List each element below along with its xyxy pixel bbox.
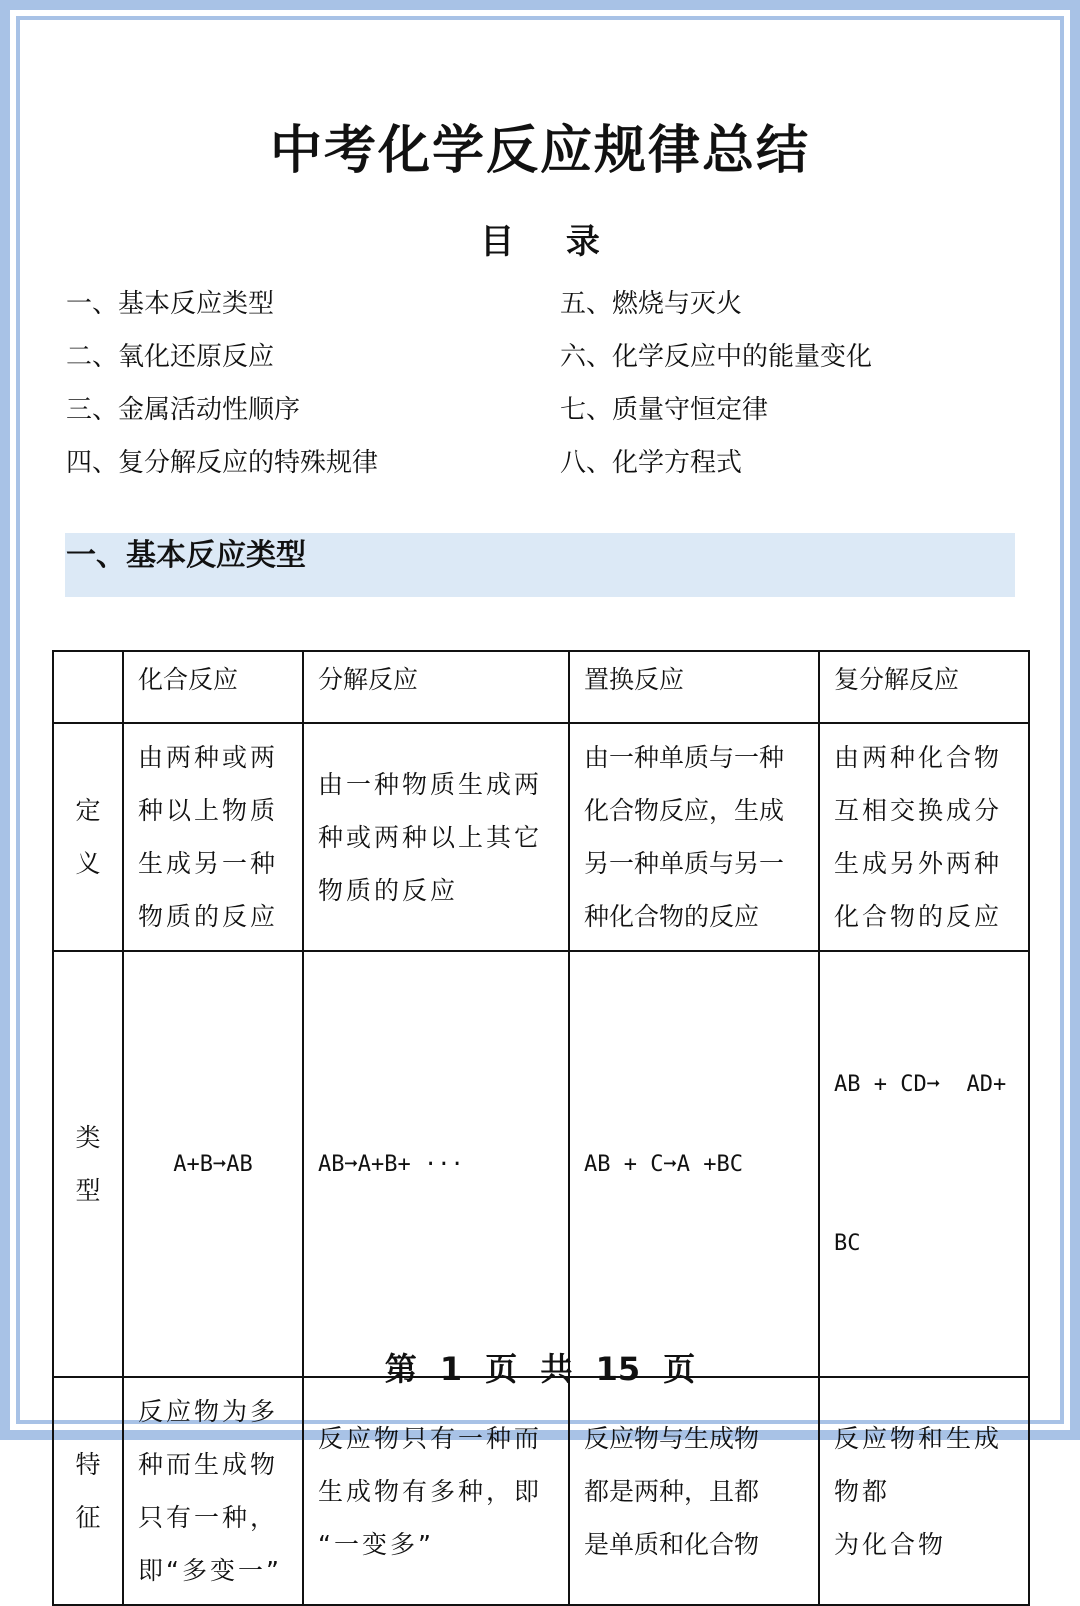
table-cell: [819, 1377, 1029, 1605]
toc-heading: 目 录: [480, 222, 600, 262]
toc-item[interactable]: 四、复分解反应的特殊规律: [66, 448, 379, 478]
table-row-type: [53, 951, 1029, 1377]
reaction-types-table: [52, 650, 1030, 1606]
table-cell: [569, 1377, 819, 1605]
table-header-row: [53, 651, 1029, 723]
toc-item[interactable]: 二、氧化还原反应: [66, 342, 275, 372]
table-row-definition: [53, 723, 1029, 951]
cell-line: 物都: [834, 1476, 891, 1506]
table-cell: [569, 723, 819, 951]
formula-cell: A+B➞AB: [123, 951, 303, 1377]
toc-item[interactable]: 一、基本反应类型: [66, 289, 275, 319]
table-header-cell: 分解反应: [303, 651, 569, 723]
row-label: [53, 1377, 123, 1605]
table-header-cell: 复分解反应: [819, 651, 1029, 723]
toc-left-column: [66, 282, 378, 494]
cell-line: 都是两种，且都: [584, 1476, 760, 1506]
section-title: 一、基本反应类型: [66, 538, 306, 573]
cell-line: 另一种单质与另一: [584, 849, 785, 878]
table-header-cell: [53, 651, 123, 723]
cell-line: 反应物为多: [138, 1397, 279, 1426]
cell-line: 种以上物质: [138, 796, 279, 825]
cell-line: 为化合物: [834, 1529, 947, 1559]
cell-line: AB + CD➞ AD+: [834, 1072, 1007, 1097]
cell-line: BC: [834, 1231, 861, 1256]
cell-line: 种而生成物: [138, 1450, 279, 1479]
page-number: 第 1 页 共 15 页: [384, 1350, 696, 1388]
cell-line: 化合物的反应: [834, 902, 1003, 931]
row-label-char: 特: [75, 1450, 101, 1479]
table-cell: [123, 1377, 303, 1605]
cell-line: 只有一种，: [138, 1503, 279, 1532]
cell-line: 反应物与生成物: [584, 1423, 760, 1453]
cell-line: 由一种物质生成两: [318, 769, 543, 799]
formula-cell: AB➞A+B+ ···: [303, 951, 569, 1377]
cell-line: 由一种单质与一种: [584, 743, 785, 772]
row-label: [53, 951, 123, 1377]
table-cell: [819, 723, 1029, 951]
cell-line: 物质的反应: [318, 875, 459, 905]
toc-item[interactable]: 三、金属活动性顺序: [66, 395, 301, 425]
toc-item[interactable]: 七、质量守恒定律: [560, 395, 769, 425]
cell-line: 种化合物的反应: [584, 902, 760, 931]
cell-line: 生成物有多种，即: [318, 1476, 543, 1506]
cell-line: 生成另一种: [138, 849, 279, 878]
cell-line: 是单质和化合物: [584, 1529, 760, 1559]
row-label-char: 征: [75, 1503, 101, 1532]
cell-line: 物质的反应: [138, 902, 279, 931]
cell-line: 互相交换成分: [834, 796, 1003, 825]
cell-line: 即“多变一”: [138, 1556, 282, 1585]
cell-line: 由两种或两: [138, 743, 279, 772]
table-cell: [123, 723, 303, 951]
row-label-char: 定: [75, 796, 101, 825]
cell-line: 化合物反应，生成: [584, 796, 785, 825]
table-row-feature: [53, 1377, 1029, 1605]
row-label-char: 型: [75, 1176, 101, 1205]
table-cell: [303, 1377, 569, 1605]
cell-line: “一变多”: [318, 1529, 434, 1559]
cell-line: 生成另外两种: [834, 849, 1003, 878]
table-cell: [303, 723, 569, 951]
toc-item[interactable]: 八、化学方程式: [560, 448, 743, 478]
cell-line: 反应物和生成: [834, 1423, 1003, 1453]
toc-right-column: [560, 282, 872, 494]
row-label-char: 类: [75, 1123, 101, 1152]
row-label-char: 义: [75, 849, 101, 878]
row-label: [53, 723, 123, 951]
cell-line: 反应物只有一种而: [318, 1423, 543, 1453]
toc-item[interactable]: 六、化学反应中的能量变化: [560, 342, 873, 372]
cell-line: 由两种化合物: [834, 743, 1003, 772]
table-header-cell: 化合反应: [123, 651, 303, 723]
table-header-cell: 置换反应: [569, 651, 819, 723]
cell-line: 种或两种以上其它: [318, 822, 543, 852]
formula-cell: [819, 951, 1029, 1377]
formula-cell: AB + C➞A +BC: [569, 951, 819, 1377]
page-title: 中考化学反应规律总结: [269, 121, 810, 181]
toc-item[interactable]: 五、燃烧与灭火: [560, 289, 743, 319]
